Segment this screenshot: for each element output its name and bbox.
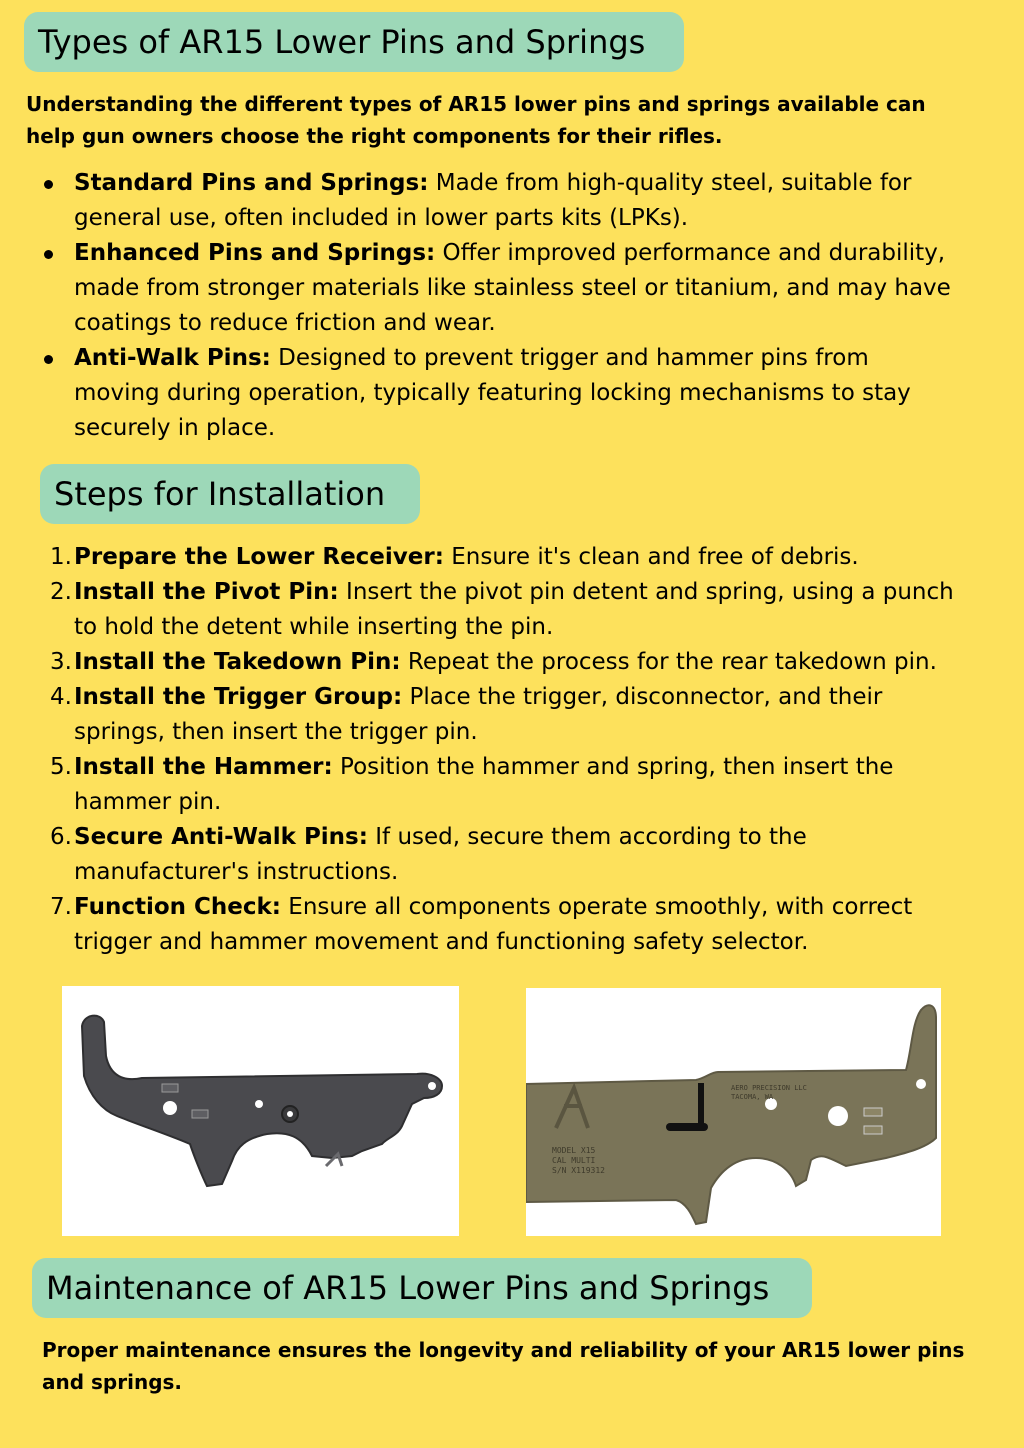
- item-text: If used, secure them according to the manufacturer's instructions.: [74, 824, 807, 885]
- item-text: Ensure all components operate smoothly, with correct trigger and hammer movement and functioning safety selector.: [74, 894, 913, 955]
- item-label: Prepare the Lower Receiver:: [74, 544, 444, 570]
- types-heading: Types of AR15 Lower Pins and Springs: [24, 12, 684, 72]
- list-item: [50, 890, 974, 960]
- list-item: [74, 236, 954, 341]
- engraving-text: S/N X119312: [552, 1166, 605, 1175]
- steps-list: [50, 540, 974, 960]
- step-number: 3.: [50, 649, 72, 675]
- item-label: Secure Anti-Walk Pins:: [74, 824, 368, 850]
- bullet-icon: [44, 250, 53, 259]
- item-label: Install the Trigger Group:: [74, 684, 403, 710]
- list-item: [74, 166, 954, 236]
- step-number: 6.: [50, 824, 72, 850]
- engraving-text: AERO PRECISION LLC: [731, 1084, 807, 1092]
- lower-receiver-illustration: [62, 986, 459, 1236]
- step-number: 5.: [50, 754, 72, 780]
- engraving-text: TACOMA, WA: [731, 1093, 774, 1101]
- types-intro: Understanding the different types of AR15 lower pins and springs available can help gun owners choose the right components for their rifles.: [26, 92, 926, 148]
- item-text: Position the hammer and spring, then insert the hammer pin.: [74, 754, 894, 815]
- engraving-text: MODEL X15: [552, 1146, 596, 1155]
- list-item: [50, 575, 974, 645]
- black-lower-receiver-photo: [62, 986, 459, 1236]
- step-number: 2.: [50, 579, 72, 605]
- item-label: Install the Hammer:: [74, 754, 333, 780]
- item-text: Place the trigger, disconnector, and their springs, then insert the trigger pin.: [74, 684, 883, 745]
- step-number: 4.: [50, 684, 72, 710]
- item-text: Offer improved performance and durability, made from stronger materials like stainless steel or titanium, and may have coatings to reduce friction and wear.: [74, 240, 951, 336]
- list-item: [50, 680, 974, 750]
- item-text: Repeat the process for the rear takedown pin.: [400, 649, 937, 675]
- item-label: Standard Pins and Springs:: [74, 170, 429, 196]
- item-label: Enhanced Pins and Springs:: [74, 240, 436, 266]
- item-label: Install the Pivot Pin:: [74, 579, 339, 605]
- bullet-icon: [44, 180, 53, 189]
- item-label: Install the Takedown Pin:: [74, 649, 401, 675]
- step-number: 7.: [50, 894, 72, 920]
- lower-receiver-illustration: [526, 988, 941, 1236]
- engraving-text: CAL MULTI: [552, 1156, 596, 1165]
- item-text: Designed to prevent trigger and hammer pins from moving during operation, typically featuring locking mechanisms to stay securely in place.: [74, 345, 911, 441]
- item-label: Function Check:: [74, 894, 281, 920]
- item-text: Ensure it's clean and free of debris.: [443, 544, 859, 570]
- item-text: Made from high-quality steel, suitable for general use, often included in lower parts kits (LPKs).: [74, 170, 912, 231]
- types-list: [74, 166, 954, 446]
- green-lower-receiver-photo: [526, 988, 941, 1236]
- step-number: 1.: [50, 544, 72, 570]
- item-label: Anti-Walk Pins:: [74, 345, 271, 371]
- maintenance-heading: Maintenance of AR15 Lower Pins and Springs: [32, 1258, 812, 1318]
- list-item: [50, 540, 974, 575]
- list-item: [50, 750, 974, 820]
- list-item: [74, 341, 954, 446]
- list-item: [50, 820, 974, 890]
- maintenance-intro: Proper maintenance ensures the longevity and reliability of your AR15 lower pins and springs.: [42, 1338, 965, 1394]
- bullet-icon: [44, 355, 53, 364]
- list-item: [50, 645, 974, 680]
- item-text: Insert the pivot pin detent and spring, using a punch to hold the detent while inserting the pin.: [74, 579, 954, 640]
- steps-heading: Steps for Installation: [40, 464, 420, 524]
